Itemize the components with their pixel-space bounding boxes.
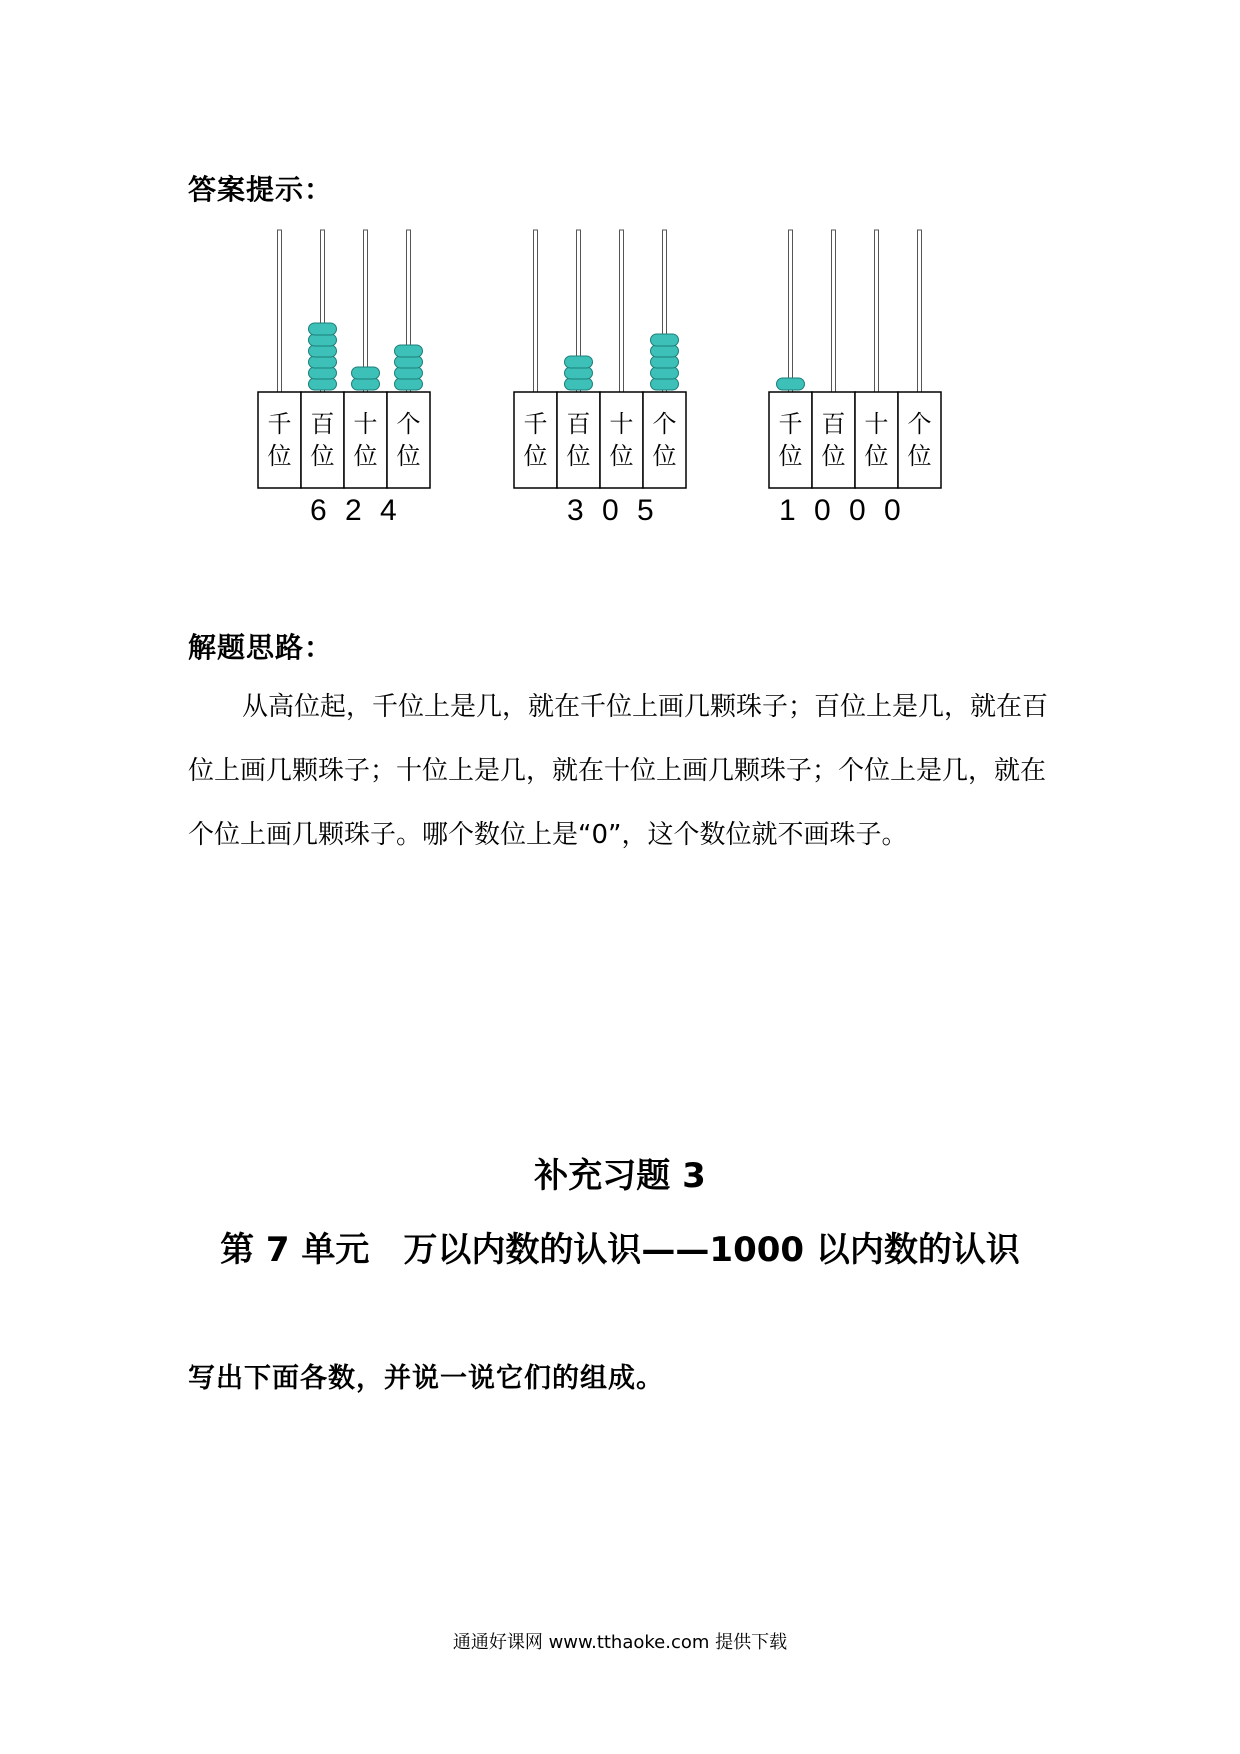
solution-heading: 解题思路： xyxy=(188,631,334,664)
abacus-bead xyxy=(651,378,679,390)
place-value-cell xyxy=(600,392,643,488)
abacus-bead xyxy=(309,345,337,357)
unit-title: 第 7 单元 万以内数的认识——1000 以内数的认识 xyxy=(220,1230,1020,1270)
place-label-top: 十 xyxy=(353,410,378,438)
abacus-2 xyxy=(512,226,702,490)
abacus-bead xyxy=(651,345,679,357)
abacus-rod xyxy=(918,230,922,392)
exercise-title: 补充习题 3 xyxy=(534,1156,706,1196)
place-value-cell xyxy=(514,392,557,488)
abacus-rods xyxy=(534,230,667,392)
abacus-1 xyxy=(256,226,446,490)
instruction: 写出下面各数，并说一说它们的组成。 xyxy=(188,1363,664,1394)
place-label-top: 千 xyxy=(267,410,292,438)
place-label-top: 个 xyxy=(907,410,932,438)
place-label-top: 十 xyxy=(864,410,889,438)
place-value-cell xyxy=(812,392,855,488)
abacus-bead xyxy=(352,367,380,379)
abacus-rods xyxy=(278,230,411,392)
solution-text: 从高位起，千位上是几，就在千位上画几颗珠子；百位上是几，就在百位上画几颗珠子；十位上是几，就在十位上画几颗珠子；个位上是几，就在个位上画几颗珠子。哪个数位上是“0”，这个数位就不画珠子。 xyxy=(188,692,1049,850)
abacus-bead xyxy=(352,378,380,390)
place-label-top: 千 xyxy=(523,410,548,438)
place-label-bottom: 位 xyxy=(907,442,932,470)
place-value-box xyxy=(514,392,686,488)
place-value-box xyxy=(769,392,941,488)
abacus-rod xyxy=(534,230,538,392)
place-label-top: 个 xyxy=(396,410,421,438)
abacus-3 xyxy=(767,226,957,490)
place-label-top: 十 xyxy=(609,410,634,438)
abacus-bead xyxy=(309,323,337,335)
place-value-cell xyxy=(643,392,686,488)
place-label-top: 百 xyxy=(310,410,335,438)
solution-paragraph xyxy=(188,675,1058,867)
place-label-bottom: 位 xyxy=(864,442,889,470)
abacus-bead xyxy=(651,334,679,346)
place-label-bottom: 位 xyxy=(353,442,378,470)
abacus-bead xyxy=(309,356,337,368)
abacus-bead xyxy=(395,378,423,390)
abacus-bead xyxy=(565,367,593,379)
abacus-bead xyxy=(309,378,337,390)
place-value-cell xyxy=(769,392,812,488)
abacus-bead xyxy=(651,356,679,368)
abacus-2-number: 3 0 5 xyxy=(567,494,654,527)
abacus-bead xyxy=(395,356,423,368)
answer-heading: 答案提示： xyxy=(188,173,334,206)
place-value-cell xyxy=(387,392,430,488)
abacus-bead xyxy=(395,367,423,379)
abacus-bead xyxy=(309,367,337,379)
abacus-rod xyxy=(620,230,624,392)
place-label-bottom: 位 xyxy=(821,442,846,470)
abacus-bead xyxy=(777,378,805,390)
abacus-3-number: 1 0 0 0 xyxy=(779,494,901,527)
abacus-rod xyxy=(278,230,282,392)
place-label-bottom: 位 xyxy=(310,442,335,470)
place-label-bottom: 位 xyxy=(523,442,548,470)
abacus-beads xyxy=(777,378,805,390)
place-label-top: 千 xyxy=(778,410,803,438)
place-value-cell xyxy=(344,392,387,488)
place-value-cell xyxy=(855,392,898,488)
place-value-box xyxy=(258,392,430,488)
footer: 通通好课网 www.tthaoke.com 提供下载 xyxy=(452,1632,788,1653)
abacus-bead xyxy=(395,345,423,357)
abacus-rod xyxy=(832,230,836,392)
abacus-bead xyxy=(309,334,337,346)
abacus-rods xyxy=(789,230,922,392)
place-value-cell xyxy=(898,392,941,488)
place-label-top: 个 xyxy=(652,410,677,438)
abacus-bead xyxy=(565,356,593,368)
place-label-bottom: 位 xyxy=(652,442,677,470)
place-label-bottom: 位 xyxy=(609,442,634,470)
place-label-bottom: 位 xyxy=(566,442,591,470)
abacus-1-number: 6 2 4 xyxy=(310,494,397,527)
place-label-bottom: 位 xyxy=(267,442,292,470)
place-label-top: 百 xyxy=(566,410,591,438)
place-label-top: 百 xyxy=(821,410,846,438)
abacus-rod xyxy=(789,230,793,392)
place-value-cell xyxy=(258,392,301,488)
place-label-bottom: 位 xyxy=(778,442,803,470)
place-label-bottom: 位 xyxy=(396,442,421,470)
place-value-cell xyxy=(557,392,600,488)
place-value-cell xyxy=(301,392,344,488)
abacus-bead xyxy=(651,367,679,379)
abacus-rod xyxy=(875,230,879,392)
abacus-bead xyxy=(565,378,593,390)
